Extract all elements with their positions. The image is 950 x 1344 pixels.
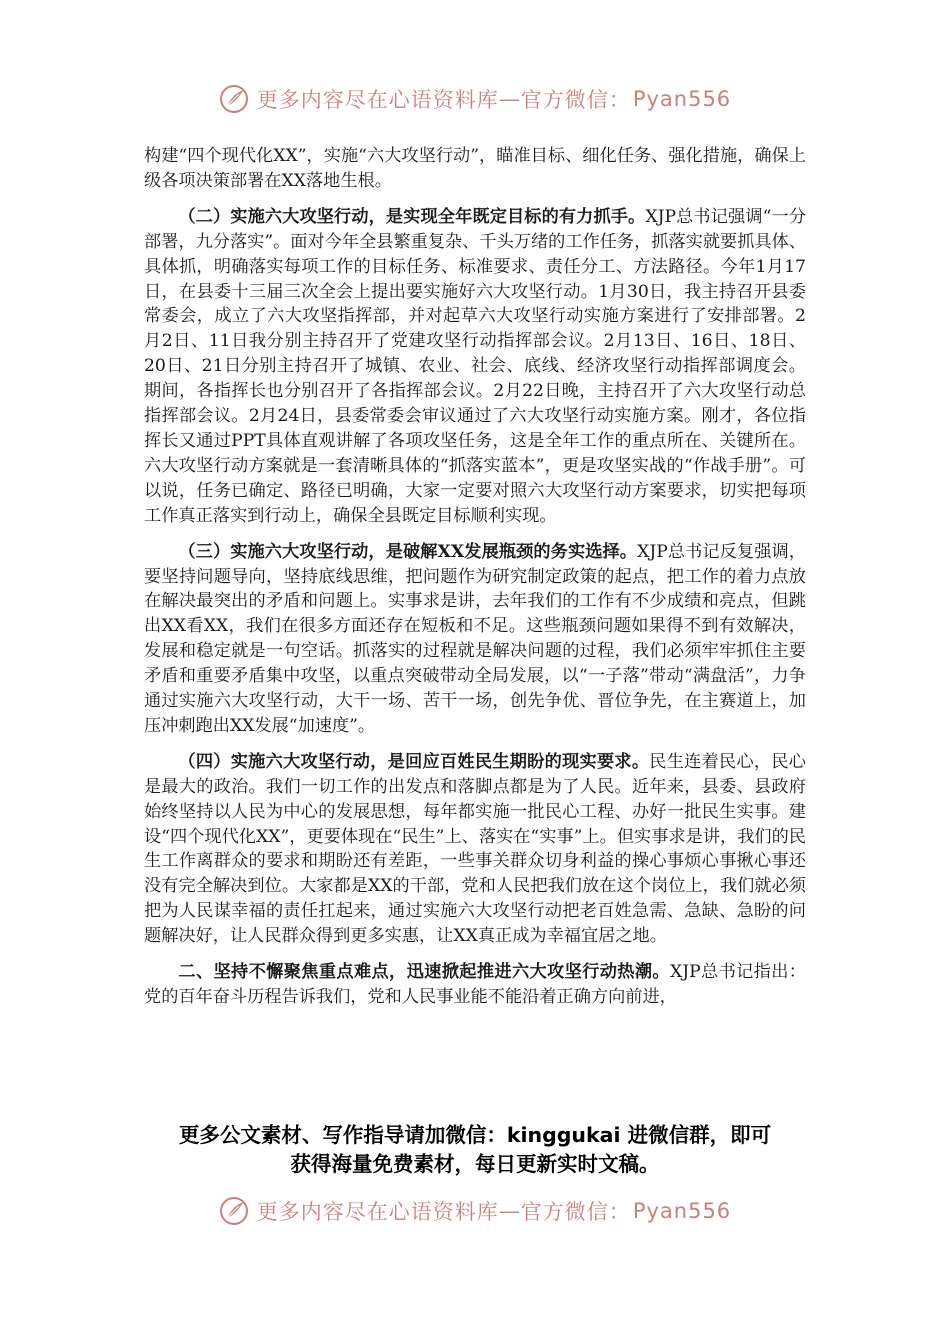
promo-line-2: 获得海量免费素材，每日更新实时文稿。 xyxy=(290,1152,660,1176)
watermark-text: 更多内容尽在心语资料库 xyxy=(256,1200,499,1224)
paragraph-body: XJP总书记指出：党的百年奋斗历程告诉我们，党和人民事业能不能沿着正确方向前进， xyxy=(144,962,806,1007)
paragraph-body: XJP总书记强调“一分部署，九分落实”。面对今年全县繁重复杂、千头万绪的工作任务，抓落实就要抓具体、具体抓，明确落实每项工作的目标任务、标准要求、责任分工、方法路径。今年1月17日，在县委十三届三次全会上提出要实施好六大攻坚行动。1月30日，我主持召开县委常委会，成立了六大攻坚指挥部，并对起草六大攻坚行动实施方案进行了安排部署。2月2日、11日我分别主持召开了党建攻坚行动指挥部会议。2月13日、16日、18日、20日、21日分别主持召开了城镇、农业、社会、底线、经济攻坚行动指挥部调度会。期间，各指挥长也分别召开了各指挥部会议。2月22日晚，主持召开了六大攻坚行动总指挥部会议。2月24日，县委常委会审议通过了六大攻坚行动实施方案。刚才，各位指挥长又通过PPT具体直观讲解了各项攻坚任务，这是全年工作的重点所在、关键所在。六大攻坚行动方案就是一套清晰具体的“抓落实蓝本”，更是攻坚实战的“作战手册”。可以说，任务已确定、路径已明确，大家一定要对照六大攻坚行动方案要求，切实把每项工作真正落实到行动上，确保全县既定目标顺利实现。 xyxy=(144,206,806,526)
paragraph-5 xyxy=(144,960,806,1010)
feather-pen-logo-icon xyxy=(219,84,249,114)
document-body xyxy=(144,144,806,1021)
paragraph-lead: （四）实施六大攻坚行动，是回应百姓民生期盼的现实要求。 xyxy=(178,751,650,772)
watermark-handle: Pyan556 xyxy=(632,87,732,111)
paragraph-3 xyxy=(144,540,806,739)
paragraph-body: 民生连着民心，民心是最大的政治。我们一切工作的出发点和落脚点都是为了人民。近年来，县委、县政府始终坚持以人民为中心的发展思想，每年都实施一批民心工程、办好一批民生实事。建设“四个现代化XX”，更要体现在“民生”上、落实在“实事”上。但实事求是讲，我们的民生工作离群众的要求和期盼还有差距，一些事关群众切身利益的操心事烦心事揪心事还没有完全解决到位。大家都是XX的干部，党和人民把我们放在这个岗位上，我们就必须把为人民谋幸福的责任扛起来，通过实施六大攻坚行动把老百姓急需、急缺、急盼的问题解决好，让人民群众得到更多实惠，让XX真正成为幸福宜居之地。 xyxy=(144,751,806,947)
paragraph-1 xyxy=(144,144,806,194)
watermark-dash: — xyxy=(498,1199,521,1223)
paragraph-body: 构建“四个现代化XX”，实施“六大攻坚行动”，瞄准目标、细化任务、强化措施，确保上级各项决策部署在XX落地生根。 xyxy=(144,146,806,191)
watermark-dash: — xyxy=(498,87,521,111)
paragraph-4 xyxy=(144,750,806,949)
paragraph-lead: （三）实施六大攻坚行动，是破解XX发展瓶颈的务实选择。 xyxy=(178,541,638,562)
promo-banner xyxy=(120,1121,830,1179)
paragraph-lead: 二、坚持不懈聚焦重点难点，迅速掀起推进六大攻坚行动热潮。 xyxy=(178,962,670,983)
watermark-text: 更多内容尽在心语资料库 xyxy=(256,88,499,112)
watermark-official: 官方微信： xyxy=(520,1200,631,1224)
promo-line-1: 更多公文素材、写作指导请加微信：kinggukai 进微信群，即可 xyxy=(178,1123,772,1147)
watermark-header xyxy=(0,84,950,114)
watermark-official: 官方微信： xyxy=(520,88,631,112)
feather-pen-logo-icon xyxy=(219,1196,249,1226)
paragraph-2 xyxy=(144,205,806,529)
paragraph-body: XJP总书记反复强调，要坚持问题导向，坚持底线思维，把问题作为研究制定政策的起点，把工作的着力点放在解决最突出的矛盾和问题上。实事求是讲，去年我们的工作有不少成绩和亮点，但跳出XX看XX，我们在很多方面还存在短板和不足。这些瓶颈问题如果得不到有效解决，发展和稳定就是一句空话。抓落实的过程就是解决问题的过程，我们必须牢牢抓住主要矛盾和重要矛盾集中攻坚，以重点突破带动全局发展，以“一子落”带动“满盘活”，力争通过实施六大攻坚行动，大干一场、苦干一场，创先争优、晋位争先，在主赛道上，加压冲刺跑出XX发展“加速度”。 xyxy=(144,541,806,736)
watermark-handle: Pyan556 xyxy=(632,1199,732,1223)
watermark-footer xyxy=(0,1196,950,1226)
paragraph-lead: （二）实施六大攻坚行动，是实现全年既定目标的有力抓手。 xyxy=(178,206,646,227)
